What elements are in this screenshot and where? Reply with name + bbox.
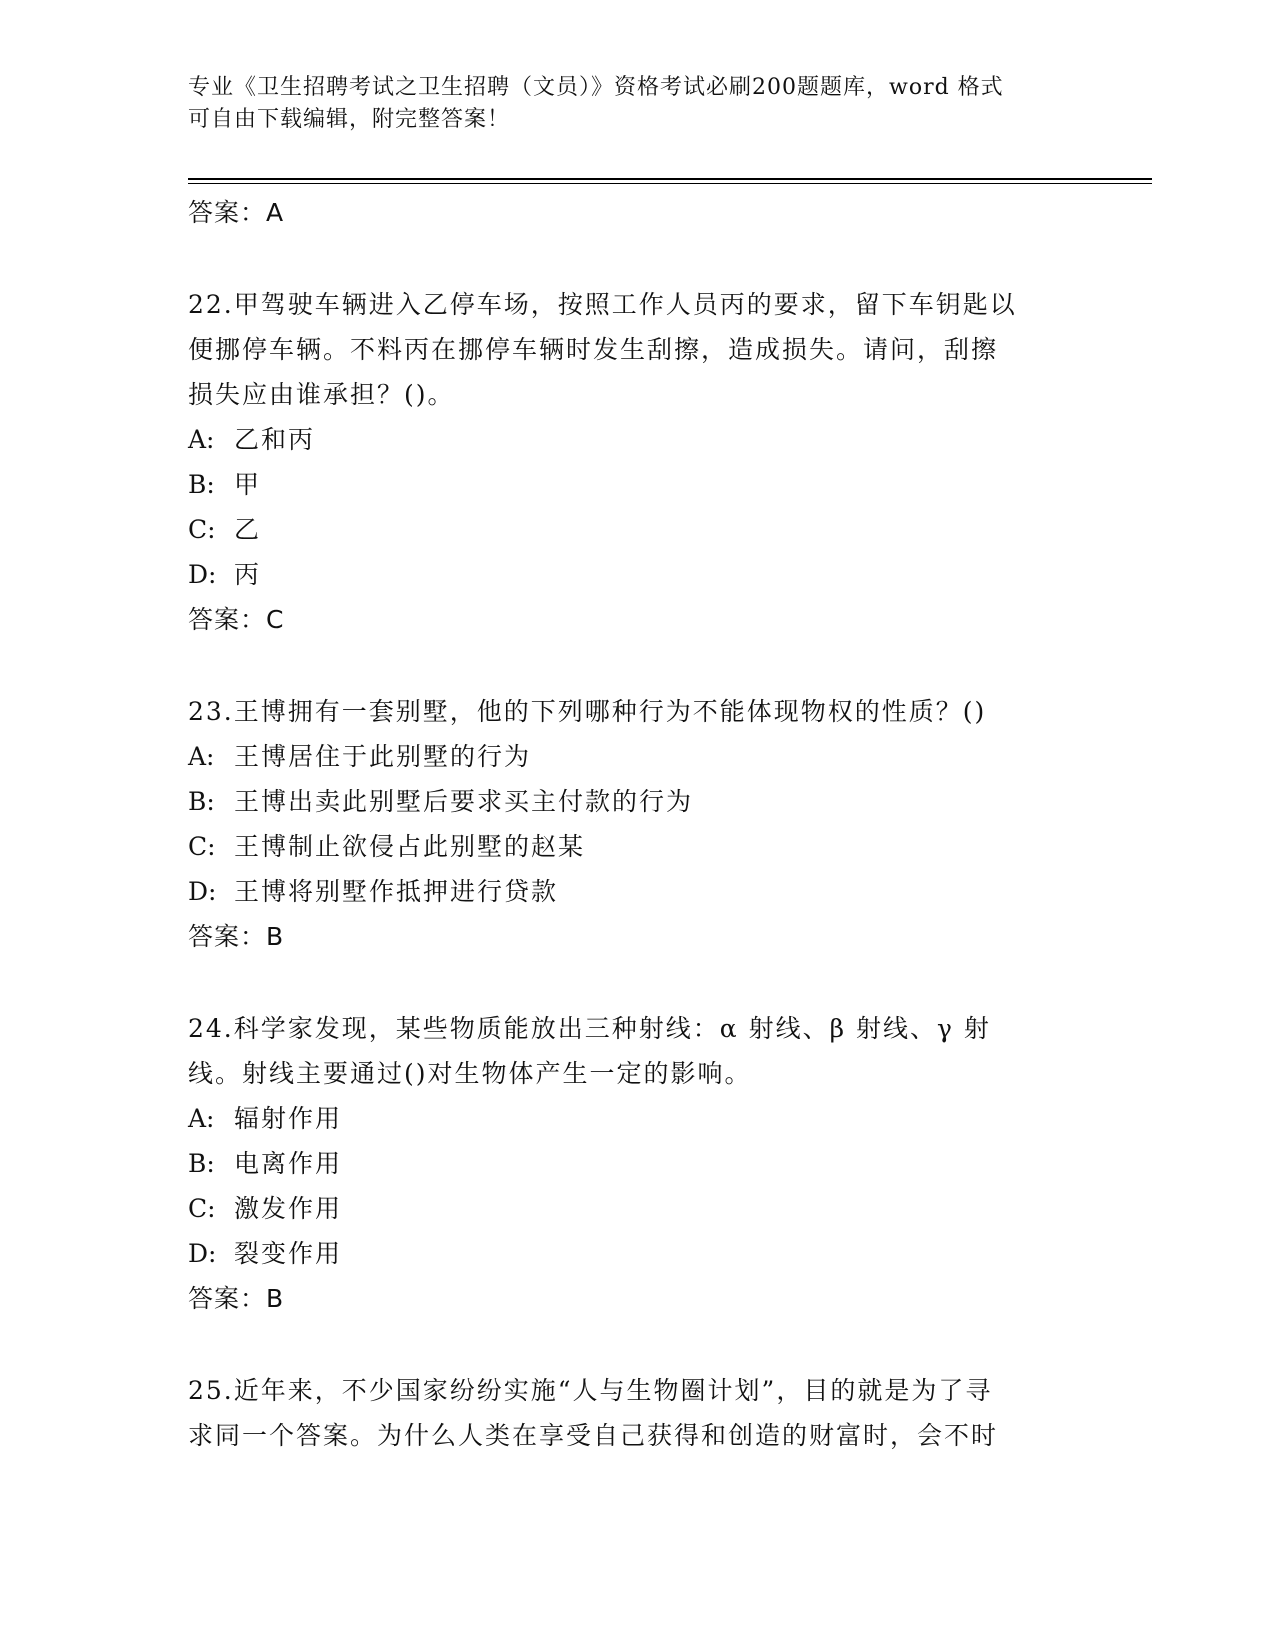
answer-line: 答案：B (188, 922, 285, 951)
question-text: 线。射线主要通过()对生物体产生一定的影响。 (188, 1059, 752, 1088)
question-text: 便挪停车辆。不料丙在挪停车辆时发生刮擦，造成损失。请问，刮擦 (188, 335, 999, 364)
question-25 (188, 1368, 1088, 1458)
option-text: 激发作用 (234, 1194, 343, 1223)
answer-line: 答案：C (188, 605, 285, 634)
option-a (188, 734, 1088, 779)
option-key: A: (188, 425, 215, 454)
option-key: B: (188, 1149, 215, 1178)
option-text: 王博居住于此别墅的行为 (234, 742, 532, 771)
header-divider-thin (188, 183, 1152, 184)
header-line-1: 专业《卫生招聘考试之卫生招聘（文员）》资格考试必刷200题题库，word 格式 (188, 75, 1004, 100)
question-23 (188, 689, 1088, 959)
option-key: D: (188, 1239, 217, 1268)
option-key: B: (188, 787, 215, 816)
question-text: 求同一个答案。为什么人类在享受自己获得和创造的财富时，会不时 (188, 1421, 999, 1450)
question-text: 损失应由谁承担？()。 (188, 380, 455, 409)
question-22 (188, 282, 1088, 642)
option-key: A: (188, 1104, 215, 1133)
header-divider-thick (188, 178, 1152, 180)
option-text: 丙 (234, 560, 262, 589)
question-text: 25.近年来，不少国家纷纷实施“人与生物圈计划”，目的就是为了寻 (188, 1376, 993, 1405)
option-key: A: (188, 742, 215, 771)
option-a (188, 1096, 1088, 1141)
question-list (188, 190, 1088, 1458)
question-text: 24.科学家发现，某些物质能放出三种射线：α 射线、β 射线、γ 射 (188, 1014, 991, 1043)
option-key: B: (188, 470, 215, 499)
answer-line: 答案：B (188, 1284, 285, 1313)
option-text: 乙 (234, 515, 262, 544)
option-text: 王博将别墅作抵押进行贷款 (234, 877, 559, 906)
document-header (188, 72, 1078, 136)
question-24 (188, 1006, 1088, 1321)
option-d (188, 552, 1088, 597)
option-key: C: (188, 832, 216, 861)
option-key: C: (188, 515, 216, 544)
question-text: 23.王博拥有一套别墅，他的下列哪种行为不能体现物权的性质？() (188, 697, 987, 726)
option-d (188, 869, 1088, 914)
header-line-2: 可自由下载编辑，附完整答案！ (188, 107, 511, 132)
option-c (188, 824, 1088, 869)
option-text: 电离作用 (234, 1149, 343, 1178)
question-text: 22.甲驾驶车辆进入乙停车场，按照工作人员丙的要求，留下车钥匙以 (188, 290, 1017, 319)
option-a (188, 417, 1088, 462)
option-text: 王博制止欲侵占此别墅的赵某 (234, 832, 586, 861)
option-text: 裂变作用 (234, 1239, 343, 1268)
option-text: 辐射作用 (234, 1104, 343, 1133)
option-key: D: (188, 560, 217, 589)
option-text: 王博出卖此别墅后要求买主付款的行为 (234, 787, 694, 816)
option-text: 乙和丙 (234, 425, 316, 454)
option-key: C: (188, 1194, 216, 1223)
option-b (188, 462, 1088, 507)
answer-line: 答案：A (188, 198, 285, 227)
option-c (188, 507, 1088, 552)
option-text: 甲 (234, 470, 262, 499)
option-d (188, 1231, 1088, 1276)
option-key: D: (188, 877, 217, 906)
option-b (188, 779, 1088, 824)
option-b (188, 1141, 1088, 1186)
option-c (188, 1186, 1088, 1231)
